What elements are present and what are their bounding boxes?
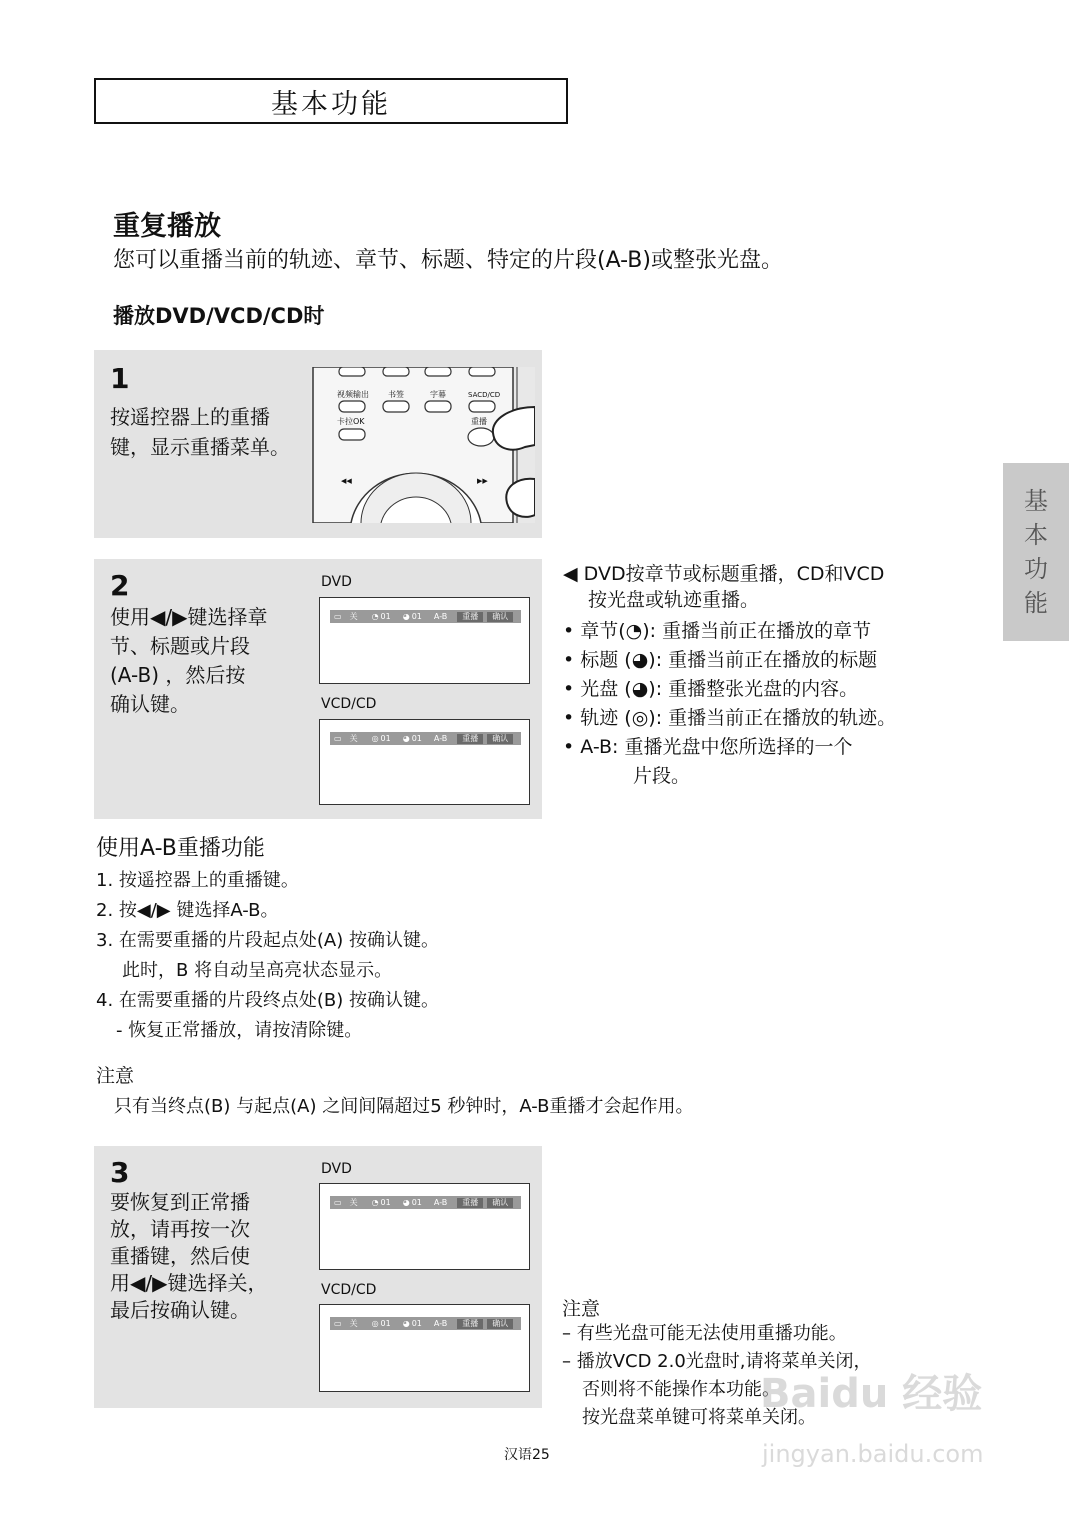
repeat-mode-item: • 光盘 (◕): 重播整张光盘的内容。 bbox=[563, 678, 859, 700]
repeat-mode-notes bbox=[563, 560, 983, 791]
note-lead: ◀ DVD按章节或标题重播，CD和VCD bbox=[563, 563, 885, 585]
osd-repeat-button: 重播 bbox=[457, 1319, 483, 1329]
step3-panel bbox=[94, 1146, 542, 1408]
disc-icon: ◕ bbox=[402, 734, 410, 743]
osd-confirm-button: 确认 bbox=[487, 612, 513, 622]
side-section-tab bbox=[1003, 463, 1069, 641]
chapter-icon: ◔ bbox=[371, 1198, 379, 1207]
note-line: 按光盘菜单键可将菜单关闭。 bbox=[582, 1407, 816, 1428]
remote-control-illustration bbox=[311, 367, 535, 523]
ab-step: 此时，B 将自动呈高亮状态显示。 bbox=[122, 960, 393, 981]
step-line: 重播键，然后使 bbox=[110, 1244, 250, 1268]
svg-text:▶▶: ▶▶ bbox=[477, 477, 488, 485]
screen-label-vcdcd: VCD/CD bbox=[321, 696, 377, 712]
osd-repeat-icon: ▭ bbox=[334, 734, 342, 743]
osd-repeat-button: 重播 bbox=[457, 734, 483, 744]
osd-ab: A-B bbox=[433, 1198, 448, 1207]
osd-confirm-button: 确认 bbox=[487, 1198, 513, 1208]
ab-step: 4. 在需要重播的片段终点处(B) 按确认键。 bbox=[96, 990, 440, 1011]
step-instruction bbox=[110, 402, 290, 462]
note-line: 否则将不能操作本功能。 bbox=[582, 1379, 780, 1400]
osd-repeat-icon: ▭ bbox=[334, 1198, 342, 1207]
ab-step: 2. 按◀/▶ 键选择A-B。 bbox=[96, 900, 279, 921]
osd-confirm-button: 确认 bbox=[487, 734, 513, 744]
baidu-watermark: Baidu 经验 bbox=[760, 1371, 983, 1417]
step-line: 按遥控器上的重播 bbox=[110, 405, 270, 429]
page-header-title: 基本功能 bbox=[94, 78, 568, 124]
step-instruction bbox=[110, 603, 268, 719]
osd-off: 关 bbox=[349, 734, 358, 743]
step2-panel bbox=[94, 559, 542, 819]
osd-chapter-num: 01 bbox=[380, 612, 391, 621]
note-text: 只有当终点(B) 与起点(A) 之间间隔超过5 秒钟时，A-B重播才会起作用。 bbox=[114, 1096, 694, 1117]
step1-panel bbox=[94, 350, 542, 538]
osd-title-num: 01 bbox=[411, 612, 422, 621]
osd-off: 关 bbox=[349, 1319, 358, 1328]
repeat-mode-item: • 章节(◔): 重播当前正在播放的章节 bbox=[563, 620, 872, 642]
osd-off: 关 bbox=[349, 612, 358, 621]
note-label: 注意 bbox=[96, 1065, 135, 1087]
osd-ab: A-B bbox=[433, 734, 448, 743]
repeat-osd-bar bbox=[330, 610, 521, 623]
note-line: – 有些光盘可能无法使用重播功能。 bbox=[562, 1323, 847, 1344]
side-tab-char: 功 bbox=[1024, 555, 1048, 583]
note-lead: 按光盘或轨迹重播。 bbox=[588, 589, 760, 611]
osd-repeat-button: 重播 bbox=[457, 612, 483, 622]
track-icon: ◎ bbox=[371, 1319, 379, 1328]
step-line: 用◀/▶键选择关， bbox=[110, 1271, 268, 1295]
osd-ab: A-B bbox=[433, 612, 448, 621]
osd-screen-vcdcd bbox=[319, 719, 530, 805]
osd-screen-dvd bbox=[319, 597, 530, 684]
section-title: 重复播放 bbox=[113, 211, 221, 242]
remote-label: 书签 bbox=[388, 390, 404, 399]
note-label: 注意 bbox=[562, 1298, 601, 1320]
osd-screen-vcdcd bbox=[319, 1304, 530, 1392]
step-line: 节、标题或片段 bbox=[110, 634, 250, 658]
screen-label-dvd: DVD bbox=[321, 574, 352, 590]
page-number: 汉语25 bbox=[504, 1447, 550, 1463]
step-line: 放，请再按一次 bbox=[110, 1217, 250, 1241]
screen-label-vcdcd: VCD/CD bbox=[321, 1282, 377, 1298]
osd-ab: A-B bbox=[433, 1319, 448, 1328]
chapter-icon: ◔ bbox=[371, 612, 379, 621]
step-line: 最后按确认键。 bbox=[110, 1298, 250, 1322]
side-tab-char: 基 bbox=[1024, 487, 1048, 515]
side-tab-char: 能 bbox=[1024, 589, 1048, 617]
step-instruction bbox=[110, 1189, 268, 1324]
osd-track-num: 01 bbox=[380, 734, 391, 743]
repeat-mode-item-tail: 片段。 bbox=[633, 765, 691, 787]
ab-step: 3. 在需要重播的片段起点处(A) 按确认键。 bbox=[96, 930, 439, 951]
osd-repeat-icon: ▭ bbox=[334, 1319, 342, 1328]
osd-disc-num: 01 bbox=[411, 1319, 422, 1328]
step-line: (A-B) ，然后按 bbox=[110, 663, 246, 687]
track-icon: ◎ bbox=[371, 734, 379, 743]
repeat-osd-bar bbox=[330, 1317, 521, 1330]
remote-label: 字幕 bbox=[430, 390, 446, 399]
osd-track-num: 01 bbox=[380, 1319, 391, 1328]
disc-icon: ◕ bbox=[402, 1319, 410, 1328]
baidu-watermark-url: jingyan.baidu.com bbox=[762, 1440, 984, 1468]
step-number: 3 bbox=[110, 1156, 130, 1189]
step-line: 要恢复到正常播 bbox=[110, 1190, 250, 1214]
remote-label: 重播 bbox=[471, 417, 487, 426]
osd-disc-num: 01 bbox=[411, 734, 422, 743]
section-subtitle: 播放DVD/VCD/CD时 bbox=[113, 304, 325, 328]
repeat-mode-item: • 轨迹 (◎): 重播当前正在播放的轨迹。 bbox=[563, 707, 897, 729]
side-tab-char: 本 bbox=[1024, 521, 1048, 549]
osd-repeat-icon: ▭ bbox=[334, 612, 342, 621]
repeat-mode-item: • A-B: 重播光盘中您所选择的一个 bbox=[563, 736, 853, 758]
repeat-mode-item: • 标题 (◕): 重播当前正在播放的标题 bbox=[563, 649, 878, 671]
step-number: 2 bbox=[110, 569, 130, 602]
osd-chapter-num: 01 bbox=[380, 1198, 391, 1207]
remote-label: 卡拉OK bbox=[337, 417, 365, 426]
osd-confirm-button: 确认 bbox=[487, 1319, 513, 1329]
title-icon: ◕ bbox=[402, 612, 410, 621]
ab-step: - 恢复正常播放，请按清除键。 bbox=[116, 1020, 363, 1041]
step-line: 确认键。 bbox=[110, 692, 190, 716]
repeat-osd-bar bbox=[330, 1196, 521, 1209]
ab-step: 1. 按遥控器上的重播键。 bbox=[96, 870, 299, 891]
screen-label-dvd: DVD bbox=[321, 1161, 352, 1177]
osd-repeat-button: 重播 bbox=[457, 1198, 483, 1208]
section-intro: 您可以重播当前的轨迹、章节、标题、特定的片段(A-B)或整张光盘。 bbox=[113, 248, 783, 273]
osd-title-num: 01 bbox=[411, 1198, 422, 1207]
step-line: 使用◀/▶键选择章 bbox=[110, 605, 268, 629]
step-line: 键，显示重播菜单。 bbox=[110, 435, 290, 459]
svg-text:◀◀: ◀◀ bbox=[341, 477, 352, 485]
remote-label: 视频输出 bbox=[337, 390, 369, 399]
remote-label: SACD/CD bbox=[468, 391, 501, 399]
ab-section-title: 使用A-B重播功能 bbox=[96, 836, 265, 861]
ab-instructions bbox=[96, 866, 439, 1046]
note-line: – 播放VCD 2.0光盘时,请将菜单关闭， bbox=[562, 1351, 872, 1372]
title-icon: ◕ bbox=[402, 1198, 410, 1207]
osd-off: 关 bbox=[349, 1198, 358, 1207]
step-number: 1 bbox=[110, 362, 130, 395]
repeat-osd-bar bbox=[330, 732, 521, 745]
osd-screen-dvd bbox=[319, 1183, 530, 1270]
